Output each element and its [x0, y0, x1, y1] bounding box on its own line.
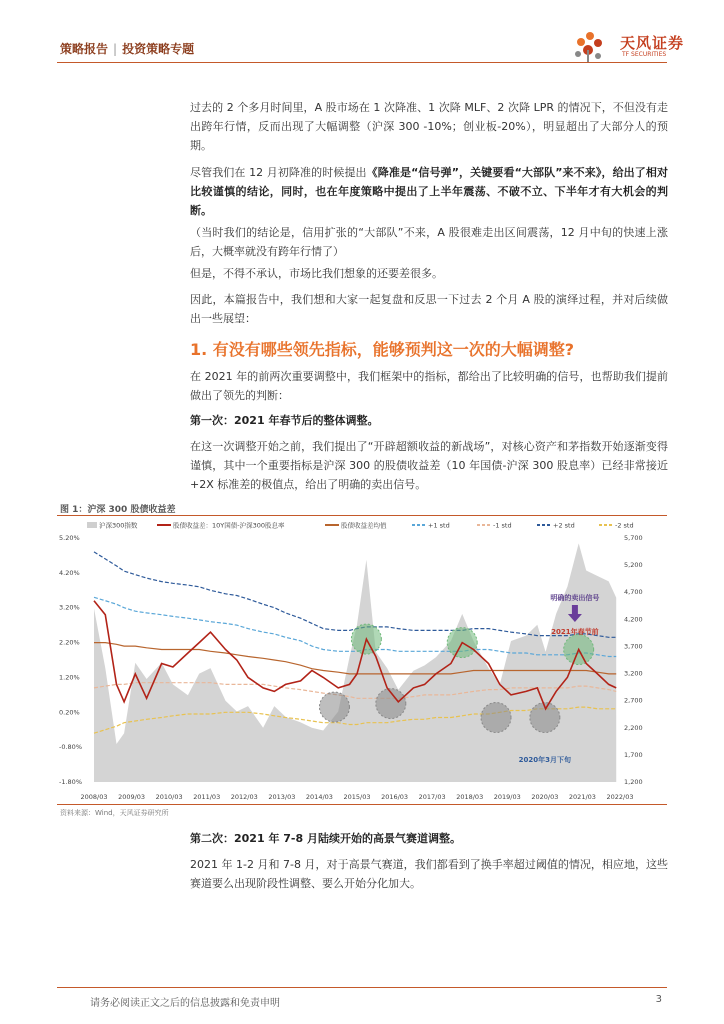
paragraph-3: （当时我们的结论是，信用扩张的“大部队”不来，A 股很难走出区间震荡，12 月中旬的快速上涨后，大概率就没有跨年行情了） [190, 226, 668, 258]
y-right-tick-label: 5,200 [624, 561, 643, 570]
legend-label: 股债收益差：10Y国债-沪深300股息率 [173, 521, 285, 530]
legend-label: 股债收益差均值 [341, 521, 387, 530]
y-right-tick-label: 5,700 [624, 534, 643, 542]
subheading-1: 第一次：2021 年春节后的整体调整。 [190, 414, 379, 427]
legend-label: -1 std [493, 521, 512, 530]
footer-disclaimer: 请务必阅读正文之后的信息披露和免责申明 [90, 998, 280, 1009]
plus2-std-line [94, 552, 616, 637]
bond-equity-spread-chart [57, 516, 667, 804]
subheading-2: 第二次：2021 年 7-8 月陆续开始的高景气赛道调整。 [190, 832, 461, 845]
paragraph-7: 在这一次调整开始之前，我们提出了“开辟超额收益的新战场”，对核心资产和茅指数开始逐渐变得谨慎，其中一个重要指标是沪深 300 的股债收益差（10 年国债-沪深 300 股息率）已经非常接近+2X 标准差的极值点，给出了明确的卖出信号。 [190, 440, 668, 491]
x-tick-label: 2009/03 [118, 793, 146, 801]
paragraph-2-text: 尽管我们在 12 月初降准的时候提出 [190, 166, 367, 179]
y-right-tick-label: 3,200 [624, 669, 643, 678]
report-header [60, 40, 194, 57]
legend-label: -2 std [615, 521, 634, 530]
header-separator: | [113, 42, 118, 56]
x-tick-label: 2020/03 [531, 793, 559, 801]
paragraph-1: 过去的 2 个多月时间里，A 股市场在 1 次降准、1 次降 MLF、2 次降 LPR 的情况下，不但没有走出跨年行情，反而出现了大幅调整（沪深 300 -10%；创业板-20%），明显超出了大部分人的预期。 [190, 101, 668, 152]
y-right-tick-label: 2,700 [624, 696, 643, 705]
x-tick-label: 2018/03 [456, 793, 484, 801]
y-right-tick-label: 4,700 [624, 588, 643, 597]
y-left-tick-label: 1.20% [59, 673, 80, 682]
x-tick-label: 2013/03 [268, 793, 296, 801]
y-left-tick-label: -1.80% [59, 778, 82, 786]
y-right-tick-label: 3,700 [624, 642, 643, 651]
x-tick-label: 2012/03 [230, 793, 258, 801]
x-tick-label: 2014/03 [305, 793, 333, 801]
y-right-tick-label: 2,200 [624, 723, 643, 732]
y-left-tick-label: 5.20% [59, 534, 80, 542]
sell-signal-annotation: 明确的卖出信号 [550, 594, 600, 602]
paragraph-6: 在 2021 年的前两次重要调整中，我们框架中的指标，都给出了比较明确的信号，也帮助我们提前做出了领先的判断： [190, 370, 668, 402]
subsection-label: 投资策略专题 [122, 42, 195, 56]
header-divider [57, 62, 667, 63]
x-tick-label: 2011/03 [193, 793, 221, 801]
y-left-tick-label: -0.80% [59, 743, 82, 752]
hs300-area [94, 543, 616, 782]
logo-name: 天风证券 [620, 34, 685, 52]
figure-source: 资料来源：Wind，天风证券研究所 [60, 809, 169, 817]
x-tick-label: 2021/03 [568, 793, 596, 801]
y-right-tick-label: 4,200 [624, 615, 643, 624]
x-tick-label: 2016/03 [381, 793, 409, 801]
y-right-tick-label: 1,200 [624, 778, 643, 786]
logo-name-en: TF SECURITIES [622, 51, 667, 58]
y-left-tick-label: 3.20% [59, 603, 80, 612]
legend-swatch [87, 522, 97, 528]
y-left-tick-label: 0.20% [59, 708, 80, 717]
paragraph-8: 2021 年 1-2 月和 7-8 月，对于高景气赛道，我们都看到了换手率超过阈值的情况，相应地，这些赛道要么出现阶段性调整、要么开始分化加大。 [190, 858, 668, 890]
buy-signal-circle-2014 [319, 692, 349, 722]
page-number: 3 [655, 994, 662, 1005]
paragraph-5: 因此，本篇报告中，我们想和大家一起复盘和反思一下过去 2 个月 A 股的演绎过程，并对后续做出一些展望： [190, 293, 668, 325]
y-left-tick-label: 4.20% [59, 568, 80, 577]
paragraph-2 [190, 163, 668, 220]
spring-annotation: 2021年春节前 [551, 628, 599, 636]
x-tick-label: 2010/03 [155, 793, 183, 801]
x-tick-label: 2019/03 [493, 793, 521, 801]
buy-signal-circle-2019 [481, 703, 511, 733]
figure-title: 图 1：沪深 300 股债收益差 [60, 505, 176, 515]
x-tick-label: 2022/03 [606, 793, 634, 801]
paragraph-2-bold: 《降准是“信号弹”，关键要看“大部队”来不来》，给出了相对比较谨慎的结论，同时，也在年度策略中提出了上半年震荡、不破不立、下半年才有大机会的判断。 [190, 166, 668, 217]
march-2020-annotation: 2020年3月下旬 [518, 756, 572, 764]
paragraph-4: 但是，不得不承认，市场比我们想象的还要差很多。 [190, 267, 443, 280]
y-right-tick-label: 1,700 [624, 750, 643, 759]
x-tick-label: 2015/03 [343, 793, 371, 801]
x-tick-label: 2017/03 [418, 793, 446, 801]
section-label: 策略报告 [60, 42, 109, 56]
y-left-tick-label: 2.20% [59, 638, 80, 647]
footer-divider [57, 987, 667, 988]
legend-label: +2 std [553, 521, 575, 530]
legend-label: +1 std [428, 521, 450, 530]
figure-bottom-divider [57, 804, 667, 805]
legend-label: 沪深300指数 [99, 521, 138, 530]
x-tick-label: 2008/03 [80, 793, 108, 801]
section-heading: 1. 有没有哪些领先指标，能够预判这一次的大幅调整? [190, 340, 575, 359]
